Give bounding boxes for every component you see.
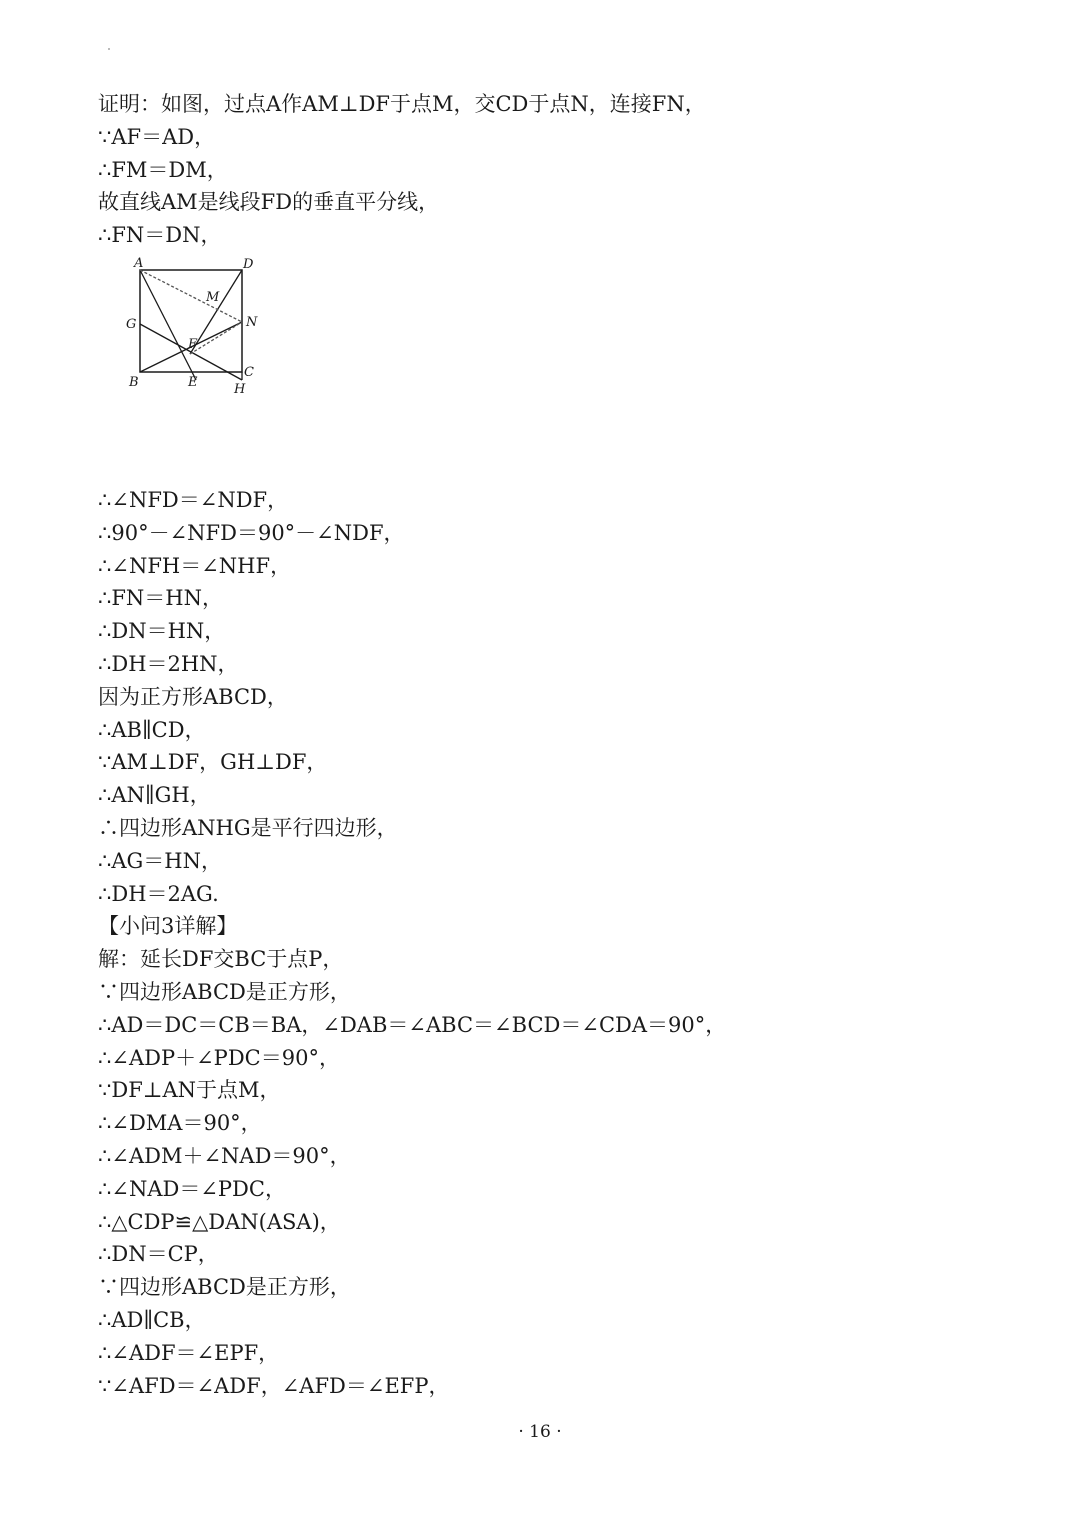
proof-line: ∴DH＝2HN，	[98, 651, 239, 676]
segment-ae	[140, 270, 192, 372]
proof-line: ∴AB∥CD，	[98, 717, 206, 742]
label-g: G	[126, 316, 137, 332]
proof-line: ∴DH＝2AG.	[98, 881, 219, 906]
proof-line: ∴∠NFH＝∠NHF，	[98, 553, 292, 578]
label-n: N	[246, 314, 258, 330]
proof-line: 证明：如图，过点A作AM⊥DF于点M，交CD于点N，连接FN，	[98, 92, 706, 116]
proof-line: ∴∠DMA＝90°，	[98, 1111, 262, 1136]
proof-line: ∴AN∥GH，	[98, 783, 211, 808]
scan-speck	[108, 48, 110, 50]
dashed-an	[140, 270, 242, 322]
label-h: H	[234, 381, 246, 396]
figure-container	[98, 252, 998, 484]
proof-line: ∴AD＝DC＝CB＝BA，∠DAB＝∠ABC＝∠BCD＝∠CDA＝90°，	[98, 1012, 727, 1037]
proof-line: 解：延长DF交BC于点P，	[98, 947, 344, 972]
solution-text	[98, 88, 998, 1402]
label-a: A	[134, 255, 144, 271]
proof-line: ∴四边形ANHG是平行四边形，	[98, 815, 398, 840]
proof-line: ∴DN＝HN，	[98, 619, 226, 644]
proof-line: ∴∠ADF＝∠EPF，	[98, 1340, 280, 1365]
proof-line: ∴∠ADP＋∠PDC＝90°，	[98, 1045, 340, 1070]
proof-line: ∵四边形ABCD是正方形，	[98, 979, 351, 1004]
label-b: B	[129, 374, 139, 390]
proof-line: ∴FN＝DN，	[98, 223, 222, 248]
label-d: D	[243, 256, 254, 272]
proof-line: ∴DN＝CP，	[98, 1242, 219, 1267]
proof-line: ∴90°－∠NFD＝90°－∠NDF，	[98, 520, 405, 545]
proof-line: ∴∠NAD＝∠PDC，	[98, 1176, 286, 1201]
dashed-fn	[190, 322, 242, 354]
proof-line: ∴AD∥CB，	[98, 1307, 206, 1332]
proof-line: ∴FN＝HN，	[98, 586, 223, 611]
square-abcd	[140, 270, 242, 372]
proof-line: 因为正方形ABCD，	[98, 684, 288, 709]
proof-line: ∴AG＝HN，	[98, 848, 222, 873]
proof-line: ∵DF⊥AN于点M，	[98, 1078, 281, 1103]
section-heading: 【小问3详解】	[98, 914, 238, 939]
proof-line: ∵AF＝AD，	[98, 124, 216, 149]
label-f: F	[188, 336, 198, 352]
proof-line: ∵四边形ABCD是正方形，	[98, 1275, 351, 1300]
label-m: M	[206, 289, 220, 305]
label-e: E	[188, 374, 198, 390]
label-c: C	[244, 364, 254, 380]
proof-line: ∴∠ADM＋∠NAD＝90°，	[98, 1143, 351, 1168]
proof-line: ∵∠AFD＝∠ADF，∠AFD＝∠EFP，	[98, 1373, 450, 1398]
segment-df	[190, 270, 242, 354]
proof-line: ∵AM⊥DF，GH⊥DF，	[98, 750, 328, 775]
proof-line: ∴∠NFD＝∠NDF，	[98, 487, 289, 512]
proof-line: 故直线AM是线段FD的垂直平分线，	[98, 190, 440, 215]
proof-line: ∴FM＝DM，	[98, 157, 228, 182]
geometry-figure	[122, 256, 262, 396]
square-diagram	[122, 256, 262, 396]
page-number: · 16 ·	[518, 1422, 562, 1442]
proof-line: ∴△CDP≌△DAN(ASA)，	[98, 1209, 341, 1234]
